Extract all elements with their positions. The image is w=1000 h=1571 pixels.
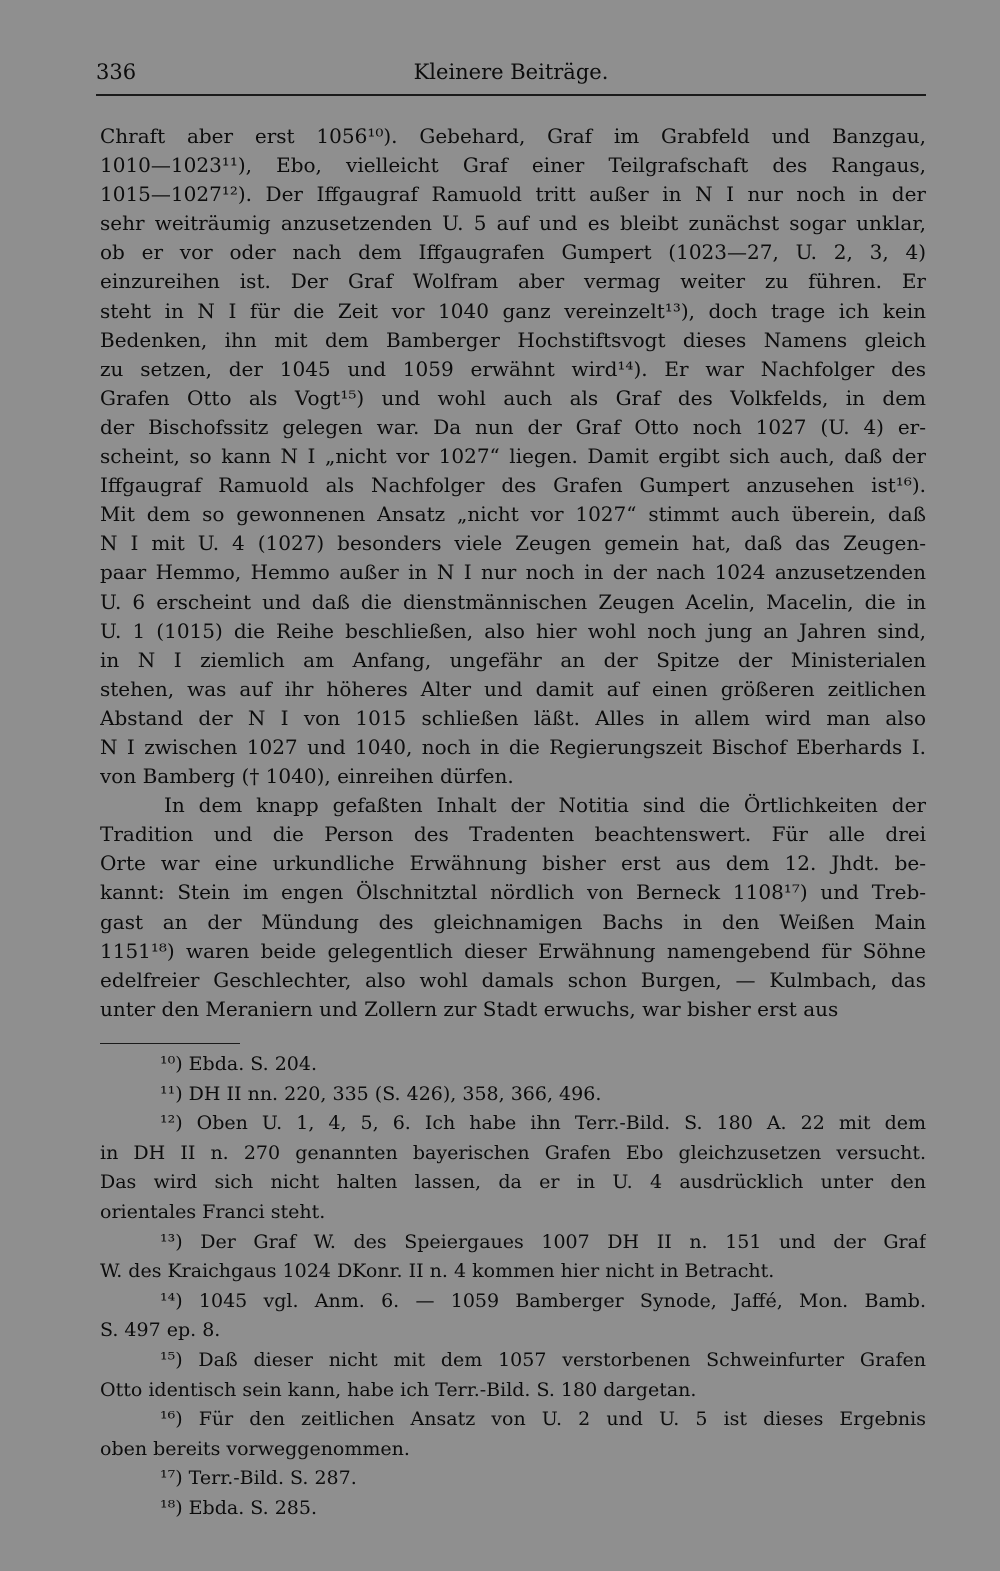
text-line: Orte war eine urkundliche Erwähnung bisher erst aus dem 12. Jhdt. be-	[100, 851, 926, 876]
footnote-line: oben bereits vorweggenommen.	[100, 1437, 410, 1460]
text-line: von Bamberg († 1040), einreihen dürfen.	[100, 764, 514, 789]
paragraph	[100, 791, 926, 1024]
footnote	[100, 1109, 926, 1227]
text-line: U. 6 erscheint und daß die dienstmännischen Zeugen Acelin, Macelin, die in	[100, 589, 926, 614]
text-line: N I mit U. 4 (1027) besonders viele Zeugen gemein hat, daß das Zeugen-	[100, 531, 926, 556]
footnote-line: ¹³) Der Graf W. des Speiergaues 1007 DH II n. 151 und der Graf	[160, 1230, 926, 1253]
footnote-line: ¹⁷) Terr.-Bild. S. 287.	[160, 1467, 357, 1490]
footnote	[100, 1287, 926, 1346]
footnotes	[100, 1050, 926, 1524]
page-number: 336	[96, 60, 137, 84]
page-header	[96, 54, 926, 96]
footnote-line: in DH II n. 270 genannten bayerischen Grafen Ebo gleichzusetzen versucht.	[100, 1141, 926, 1164]
text-line: Chraft aber erst 1056¹⁰). Gebehard, Graf im Grabfeld und Banzgau,	[100, 124, 926, 148]
footnote-line: ¹⁵) Daß dieser nicht mit dem 1057 verstorbenen Schweinfurter Grafen	[160, 1348, 926, 1371]
footnote-divider	[100, 1043, 240, 1044]
text-line: paar Hemmo, Hemmo außer in N I nur noch in der nach 1024 anzusetzenden	[100, 560, 926, 585]
text-line: einzureihen ist. Der Graf Wolfram aber vermag weiter zu führen. Er	[100, 269, 926, 294]
text-line: der Bischofssitz gelegen war. Da nun der Graf Otto noch 1027 (U. 4) er-	[100, 414, 926, 439]
footnote-line: ¹²) Oben U. 1, 4, 5, 6. Ich habe ihn Terr.-Bild. S. 180 A. 22 mit dem	[160, 1112, 926, 1135]
text-line: Bedenken, ihn mit dem Bamberger Hochstiftsvogt dieses Namens gleich	[100, 327, 926, 352]
footnote-line: ¹⁰) Ebda. S. 204.	[160, 1053, 318, 1075]
text-line: 1151¹⁸) waren beide gelegentlich dieser Erwähnung namengebend für Söhne	[100, 938, 926, 963]
footnote-line: Das wird sich nicht halten lassen, da er in U. 4 ausdrücklich unter den	[100, 1171, 926, 1194]
footnote-line: ¹⁴) 1045 vgl. Anm. 6. — 1059 Bamberger Synode, Jaffé, Mon. Bamb.	[160, 1289, 926, 1312]
text-line: stehen, was auf ihr höheres Alter und damit auf einen größeren zeitlichen	[100, 676, 926, 701]
text-line: Tradition und die Person des Tradenten beachtenswert. Für alle drei	[100, 822, 926, 847]
footnote-line: Otto identisch sein kann, habe ich Terr.-Bild. S. 180 dargetan.	[100, 1378, 697, 1401]
text-line: In dem knapp gefaßten Inhalt der Notitia sind die Örtlichkeiten der	[164, 793, 926, 818]
text-line: scheint, so kann N I „nicht vor 1027“ liegen. Damit ergibt sich auch, daß der	[100, 444, 926, 469]
text-line: kannt: Stein im engen Ölschnitztal nördlich von Berneck 1108¹⁷) und Treb-	[100, 880, 926, 905]
footnote	[100, 1346, 926, 1405]
text-line: steht in N I für die Zeit vor 1040 ganz vereinzelt¹³), doch trage ich kein	[100, 298, 926, 323]
text-line: gast an der Mündung des gleichnamigen Bachs in den Weißen Main	[100, 909, 926, 934]
text-line: Iffgaugraf Ramuold als Nachfolger des Grafen Gumpert anzusehen ist¹⁶).	[100, 473, 926, 498]
footnote-line: W. des Kraichgaus 1024 DKonr. II n. 4 kommen hier nicht in Betracht.	[100, 1260, 775, 1283]
footnote-line: ¹⁶) Für den zeitlichen Ansatz von U. 2 und U. 5 ist dieses Ergebnis	[160, 1408, 926, 1431]
footnote-line: ¹¹) DH II nn. 220, 335 (S. 426), 358, 366, 496.	[160, 1082, 602, 1105]
text-line: Mit dem so gewonnenen Ansatz „nicht vor 1027“ stimmt auch überein, daß	[100, 502, 926, 527]
text-line: 1015—1027¹²). Der Iffgaugraf Ramuold tritt außer in N I nur noch in der	[100, 182, 926, 207]
paragraph	[100, 122, 926, 791]
text-line: unter den Meraniern und Zollern zur Stadt erwuchs, war bisher erst aus	[100, 996, 839, 1021]
footnote	[100, 1050, 926, 1080]
text-line: zu setzen, der 1045 und 1059 erwähnt wird¹⁴). Er war Nachfolger des	[100, 356, 926, 381]
body-text	[100, 122, 926, 1024]
footnote-line: ¹⁸) Ebda. S. 285.	[160, 1496, 318, 1519]
running-title: Kleinere Beiträge.	[413, 60, 609, 84]
footnote-line: S. 497 ep. 8.	[100, 1319, 221, 1342]
text-line: sehr weiträumig anzusetzenden U. 5 auf und es bleibt zunächst sogar unklar,	[100, 211, 926, 236]
text-line: Grafen Otto als Vogt¹⁵) und wohl auch als Graf des Volkfelds, in dem	[100, 385, 926, 410]
footnote	[100, 1494, 926, 1524]
footnote	[100, 1464, 926, 1494]
text-line: ob er vor oder nach dem Iffgaugrafen Gumpert (1023—27, U. 2, 3, 4)	[100, 240, 926, 265]
text-line: in N I ziemlich am Anfang, ungefähr an der Spitze der Ministerialen	[100, 647, 926, 672]
text-line: Abstand der N I von 1015 schließen läßt. Alles in allem wird man also	[100, 705, 926, 730]
footnote	[100, 1228, 926, 1287]
text-line: 1010—1023¹¹), Ebo, vielleicht Graf einer Teilgrafschaft des Rangaus,	[100, 153, 926, 178]
footnote	[100, 1405, 926, 1464]
footnote-line: orientales Franci steht.	[100, 1200, 326, 1223]
text-line: edelfreier Geschlechter, also wohl damals schon Burgen, — Kulmbach, das	[100, 967, 926, 992]
text-line: U. 1 (1015) die Reihe beschließen, also hier wohl noch jung an Jahren sind,	[100, 618, 926, 643]
footnote	[100, 1080, 926, 1110]
text-line: N I zwischen 1027 und 1040, noch in die Regierungszeit Bischof Eberhards I.	[100, 734, 926, 759]
